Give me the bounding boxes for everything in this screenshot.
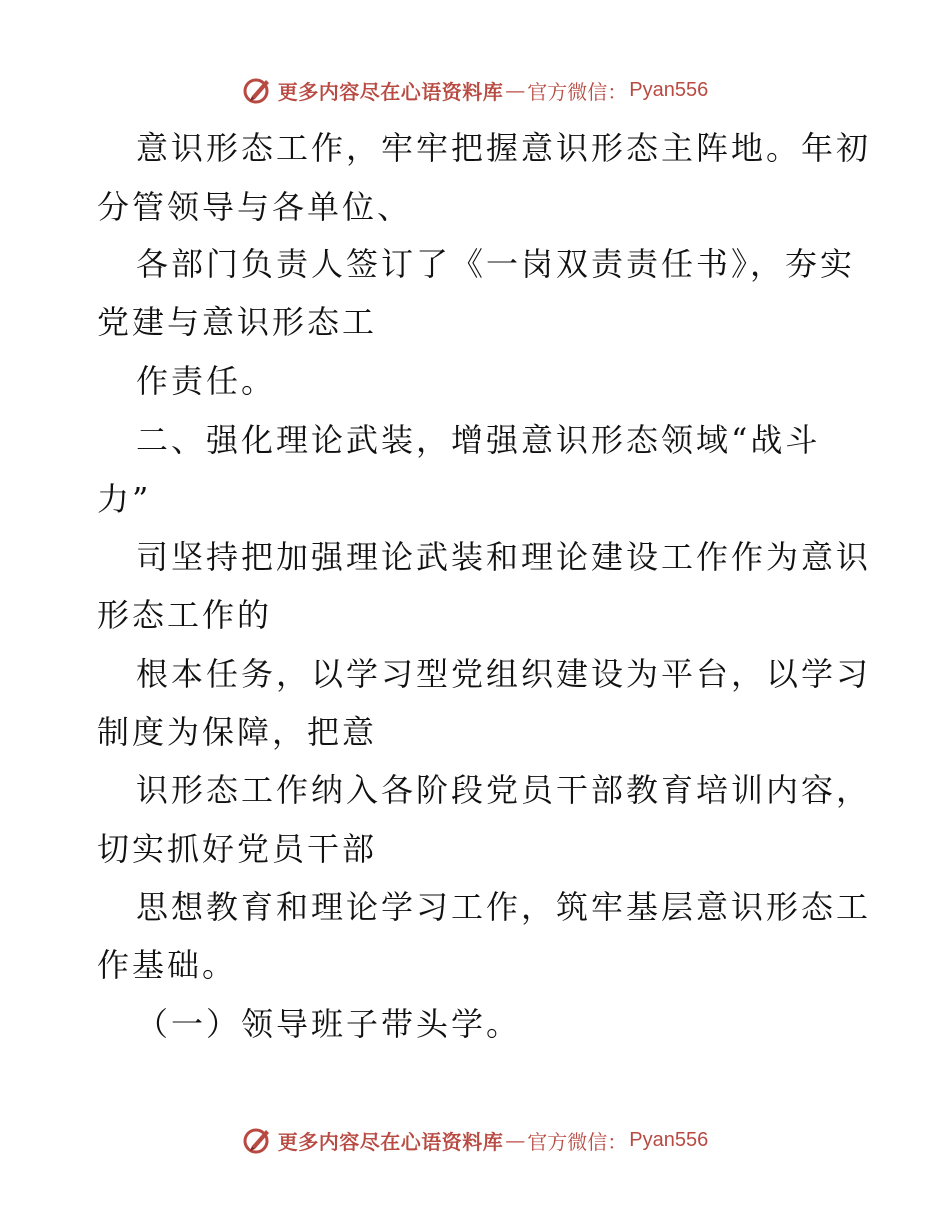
- text-line: 切实抓好党员干部: [97, 830, 378, 868]
- text-line: 意识形态工作，牢牢把握意识形态主阵地。年初: [136, 129, 872, 167]
- footer-banner: [0, 1122, 950, 1158]
- text-line: 分管领导与各单位、: [97, 188, 413, 226]
- text-line: 根本任务，以学习型党组织建设为平台，以学习: [136, 655, 872, 693]
- text-line: 制度为保障，把意: [97, 713, 378, 751]
- header-banner-text: 更多内容尽在心语资料库: [277, 79, 504, 104]
- footer-wechat-id: Pyan556: [629, 1128, 709, 1151]
- pen-logo-icon: [242, 74, 274, 106]
- text-line: 识形态工作纳入各阶段党员干部教育培训内容，: [136, 771, 872, 809]
- section-heading: 二、强化理论武装，增强意识形态领域“战斗: [136, 421, 821, 459]
- footer-official-label: 官方微信：: [527, 1129, 628, 1154]
- text-line: 党建与意识形态工: [97, 303, 378, 341]
- section-heading-cont: 力”: [97, 480, 152, 518]
- pen-logo-icon: [242, 1124, 274, 1156]
- header-official-label: 官方微信：: [527, 79, 628, 104]
- subsection-heading: （一）领导班子带头学。: [136, 1005, 522, 1043]
- text-line: 司坚持把加强理论武装和理论建设工作作为意识: [136, 538, 872, 576]
- text-line: 思想教育和理论学习工作，筑牢基层意识形态工: [136, 888, 872, 926]
- header-wechat-id: Pyan556: [629, 78, 709, 101]
- text-line: 各部门负责人签订了《一岗双责责任书》，夯实: [136, 245, 856, 283]
- footer-banner-text: 更多内容尽在心语资料库: [277, 1129, 504, 1154]
- footer-banner-dash: —: [505, 1128, 526, 1152]
- header-banner: [0, 72, 950, 108]
- text-line: 作基础。: [97, 946, 238, 984]
- text-line: 作责任。: [136, 362, 277, 400]
- header-banner-dash: —: [505, 78, 526, 102]
- text-line: 形态工作的: [97, 596, 273, 634]
